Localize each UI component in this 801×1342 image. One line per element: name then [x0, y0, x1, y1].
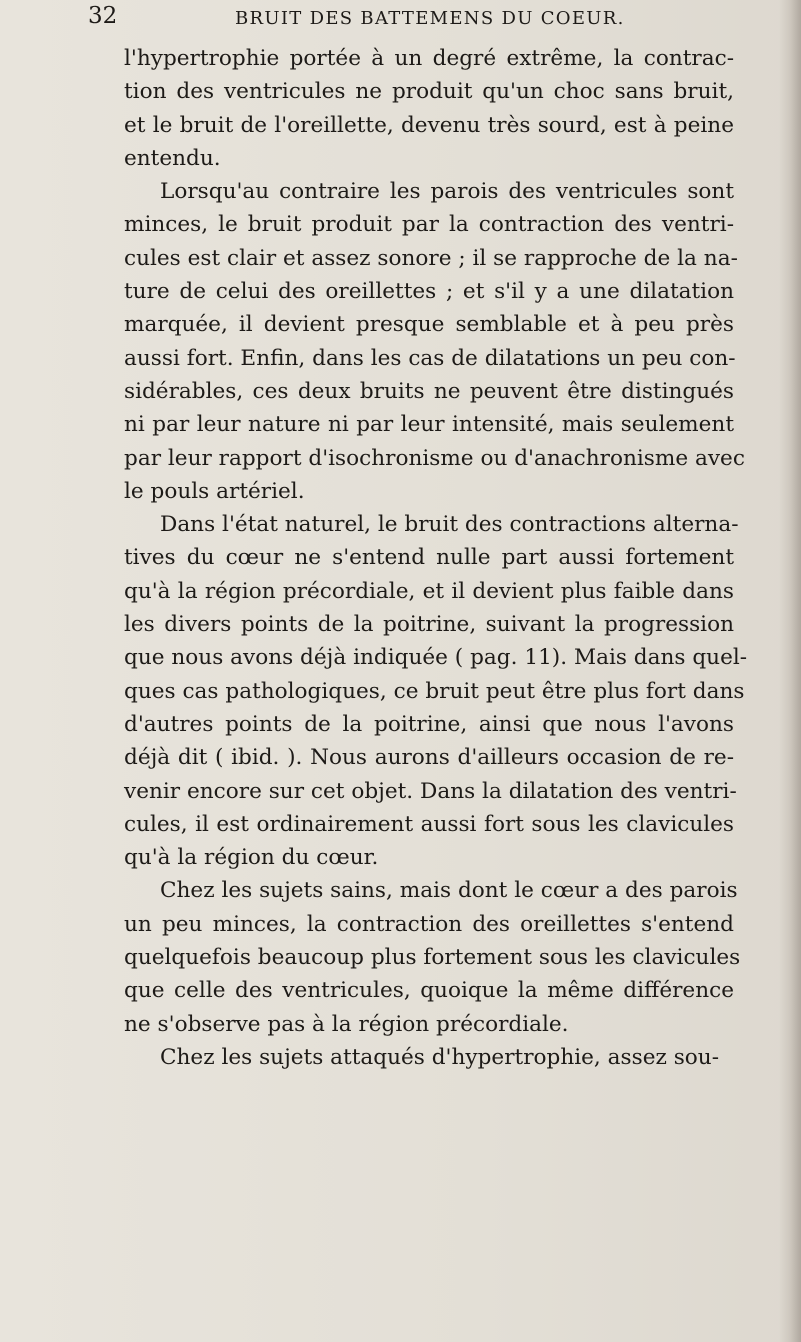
- text-line: entendu.: [124, 145, 221, 171]
- text-line: marquée, il devient presque semblable et à peu près: [124, 312, 734, 338]
- text-line: Lorsqu'au contraire les parois des ventricules sont: [160, 179, 734, 205]
- text-line: venir encore sur cet objet. Dans la dilatation des ventri-: [124, 778, 737, 804]
- text-line: que celle des ventricules, quoique la même différence: [124, 978, 734, 1004]
- running-head: [88, 3, 728, 37]
- text-line: Dans l'état naturel, le bruit des contractions alterna-: [160, 512, 739, 538]
- paragraph: [124, 175, 745, 508]
- text-line: et le bruit de l'oreillette, devenu très sourd, est à peine: [124, 112, 734, 138]
- paragraph: [124, 1041, 734, 1074]
- page-edge-shadow: [779, 0, 801, 1342]
- paragraph: [124, 508, 748, 874]
- text-line: que nous avons déjà indiquée ( pag. 11). Mais dans quel-: [124, 645, 748, 671]
- text-line: d'autres points de la poitrine, ainsi que nous l'avons: [124, 711, 734, 737]
- text-line: ques cas pathologiques, ce bruit peut être plus fort dans: [124, 678, 745, 704]
- text-line: cules est clair et assez sonore ; il se rapproche de la na-: [124, 245, 738, 271]
- text-line: Chez les sujets sains, mais dont le cœur a des parois: [160, 878, 738, 904]
- running-title: BRUIT DES BATTEMENS DU COEUR.: [235, 8, 625, 29]
- text-line: ne s'observe pas à la région précordiale.: [124, 1011, 569, 1037]
- page-number: 32: [88, 3, 118, 29]
- text-line: qu'à la région du cœur.: [124, 845, 379, 871]
- text-line: ture de celui des oreillettes ; et s'il y a une dilatation: [124, 279, 734, 305]
- text-line: aussi fort. Enfin, dans les cas de dilatations un peu con-: [124, 345, 736, 371]
- text-line: Chez les sujets attaqués d'hypertrophie, assez sou-: [160, 1044, 720, 1070]
- text-line: minces, le bruit produit par la contraction des ventri-: [124, 212, 734, 238]
- text-line: le pouls artériel.: [124, 478, 305, 504]
- text-line: ni par leur nature ni par leur intensité, mais seulement: [124, 412, 734, 438]
- text-line: sidérables, ces deux bruits ne peuvent être distingués: [124, 378, 734, 404]
- paragraph: [124, 42, 734, 175]
- text-line: qu'à la région précordiale, et il devient plus faible dans: [124, 578, 734, 604]
- text-line: par leur rapport d'isochronisme ou d'anachronisme avec: [124, 445, 745, 471]
- text-line: tives du cœur ne s'entend nulle part aussi fortement: [124, 545, 734, 571]
- text-line: tion des ventricules ne produit qu'un choc sans bruit,: [124, 79, 734, 105]
- text-line: cules, il est ordinairement aussi fort sous les clavicules: [124, 811, 734, 837]
- text-line: l'hypertrophie portée à un degré extrême, la contrac-: [124, 46, 734, 71]
- text-line: les divers points de la poitrine, suivant la progression: [124, 612, 734, 638]
- text-line: quelquefois beaucoup plus fortement sous les clavicules: [124, 945, 741, 971]
- paragraph: [124, 874, 741, 1040]
- text-line: un peu minces, la contraction des oreillettes s'entend: [124, 911, 734, 937]
- text-line: déjà dit ( ibid. ). Nous aurons d'ailleurs occasion de re-: [124, 745, 734, 771]
- body-text: [124, 42, 748, 1074]
